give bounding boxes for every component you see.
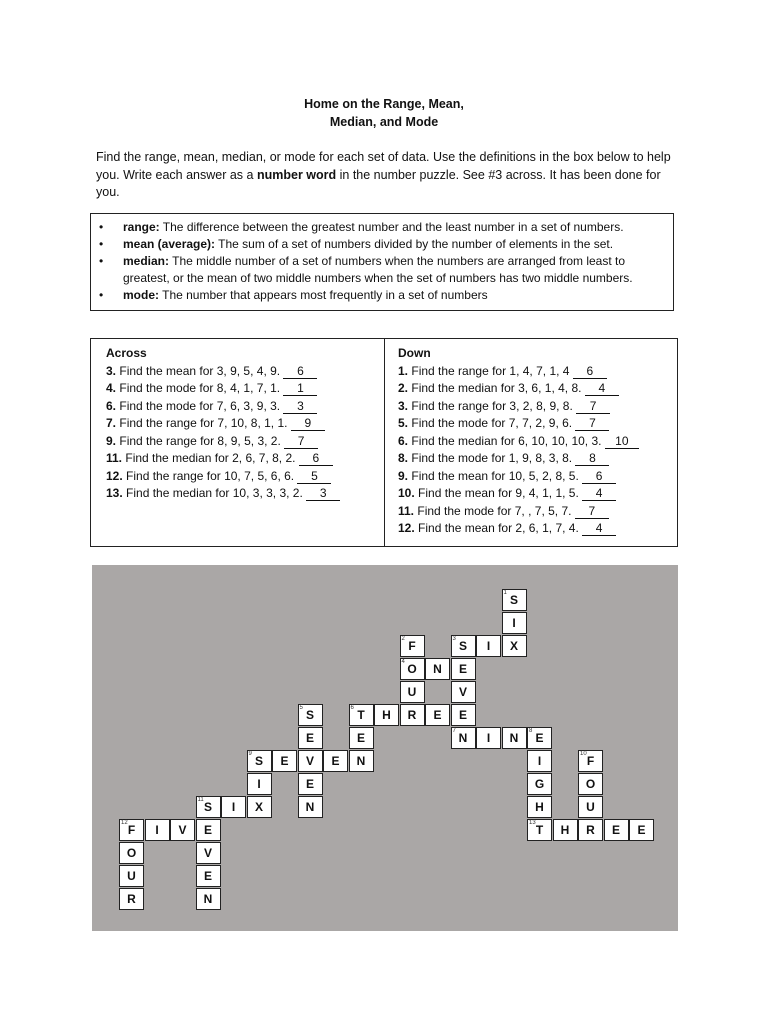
grid-cell[interactable] [196, 842, 221, 864]
clue-text: Find the mean for 3, 9, 5, 4, 9. [119, 363, 281, 378]
grid-cell[interactable] [196, 796, 221, 818]
cell-letter: O [407, 662, 417, 676]
grid-cell[interactable] [349, 727, 374, 749]
clue-answer[interactable]: 9 [291, 416, 325, 431]
definition-term: median: [123, 254, 170, 268]
cell-letter: R [586, 823, 595, 837]
grid-cell[interactable] [425, 658, 450, 680]
down-clue [398, 415, 673, 433]
grid-cell[interactable] [527, 750, 552, 772]
down-clue [398, 485, 673, 503]
definition-range [99, 219, 667, 236]
cell-letter: U [586, 800, 595, 814]
across-clue [106, 398, 376, 416]
cell-number: 4 [401, 659, 405, 665]
across-clue [106, 433, 376, 451]
cell-letter: O [585, 777, 596, 791]
definition-body: The sum of a set of numbers divided by the number of elements in the set. [215, 237, 614, 251]
grid-cell[interactable] [451, 658, 476, 680]
clue-answer[interactable]: 7 [284, 434, 318, 449]
cell-letter: V [305, 754, 314, 768]
clue-answer[interactable]: 7 [576, 399, 610, 414]
grid-cell[interactable] [196, 888, 221, 910]
cell-letter: T [357, 708, 365, 722]
clue-number: 6. [398, 433, 409, 448]
cell-letter: R [127, 892, 136, 906]
bullet: • [99, 220, 104, 234]
grid-cell[interactable] [425, 704, 450, 726]
across-clue [106, 450, 376, 468]
clue-text: Find the median for 6, 10, 10, 10, 3. [411, 433, 602, 448]
title-line-1: Home on the Range, Mean, [304, 97, 464, 111]
grid-cell[interactable] [323, 750, 348, 772]
clue-number: 12. [398, 521, 415, 535]
across-heading: Across [106, 346, 147, 360]
cell-letter: S [254, 754, 263, 768]
cell-letter: N [356, 754, 366, 768]
clue-number: 10. [398, 486, 415, 500]
clue-answer[interactable]: 4 [582, 521, 616, 536]
cell-letter: U [407, 685, 417, 699]
clue-answer[interactable]: 3 [283, 399, 317, 414]
cell-number: 9 [248, 751, 252, 757]
worksheet-title [0, 95, 768, 131]
grid-cell[interactable] [451, 727, 476, 749]
grid-cell[interactable] [629, 819, 654, 841]
grid-cell[interactable] [578, 819, 603, 841]
grid-cell[interactable] [400, 658, 425, 680]
cell-letter: S [203, 800, 212, 814]
clue-number: 11. [398, 503, 415, 518]
clue-text: Find the mean for 2, 6, 1, 7, 4. [418, 521, 579, 535]
grid-cell[interactable] [527, 773, 552, 795]
clue-answer[interactable]: 6 [299, 451, 333, 466]
clue-text: Find the mean for 10, 5, 2, 8, 5. [411, 468, 579, 483]
down-clue [398, 503, 673, 521]
down-clue [398, 433, 673, 451]
definition-body: The number that appears most frequently in a set of numbers [159, 288, 488, 302]
definition-mean [99, 236, 667, 253]
grid-cell[interactable] [502, 589, 527, 611]
clue-number: 3. [106, 363, 117, 378]
cell-letter: X [254, 800, 263, 814]
cell-letter: N [305, 800, 315, 814]
down-clue [398, 398, 673, 416]
definition-body: The difference between the greatest number and the least number in a set of numbers. [159, 220, 624, 234]
clue-number: 7. [106, 416, 117, 430]
title-line-2: Median, and Mode [329, 115, 439, 129]
cell-letter: S [509, 593, 518, 607]
clue-number: 8. [398, 451, 409, 465]
grid-cell[interactable] [349, 750, 374, 772]
clue-answer[interactable]: 10 [605, 434, 639, 449]
across-clue [106, 380, 376, 398]
grid-cell[interactable] [604, 819, 629, 841]
grid-cell[interactable] [502, 727, 527, 749]
cell-letter: V [178, 823, 187, 837]
grid-cell[interactable] [502, 635, 527, 657]
cell-letter: I [486, 639, 491, 653]
down-clue [398, 380, 673, 398]
cell-letter: E [458, 662, 467, 676]
cell-letter: V [458, 685, 467, 699]
clue-answer[interactable]: 6 [582, 469, 616, 484]
definition-term: range: [123, 220, 160, 234]
instructions-part-1: Find the range, mean, median, or mode for each set of data. Use the definitions in the box below to help you. Write each answer as a [96, 150, 671, 182]
grid-cell[interactable] [196, 819, 221, 841]
clue-text: Find the mode for 7, 7, 2, 9, 6. [411, 416, 573, 430]
cell-letter: H [560, 823, 570, 837]
grid-cell[interactable] [502, 612, 527, 634]
clue-text: Find the range for 1, 4, 7, 1, 4 [411, 363, 570, 378]
cell-number: 5 [299, 705, 303, 711]
instructions-emphasis: number word [256, 167, 337, 182]
grid-cell[interactable] [476, 635, 501, 657]
clue-answer[interactable]: 1 [283, 381, 317, 396]
cell-number: 1 [503, 590, 507, 596]
clue-number: 5. [398, 416, 409, 430]
grid-cell[interactable] [400, 681, 425, 703]
clue-answer[interactable]: 7 [575, 416, 609, 431]
cell-letter: E [305, 777, 314, 791]
bullet: • [99, 254, 104, 268]
cell-letter: E [611, 823, 620, 837]
cell-letter: E [433, 708, 442, 722]
grid-cell[interactable] [578, 773, 603, 795]
cell-letter: I [155, 823, 159, 837]
grid-cell[interactable] [196, 865, 221, 887]
down-clue [398, 520, 673, 538]
cell-letter: I [537, 754, 542, 768]
across-clue [106, 415, 376, 433]
down-clue [398, 363, 673, 381]
down-clue [398, 468, 673, 486]
cell-number: 12 [121, 820, 128, 826]
instructions-part-2: in the number puzzle. See #3 across. It has been done for you. [96, 167, 661, 199]
grid-cell[interactable] [247, 796, 272, 818]
down-clues [398, 345, 673, 538]
cell-number: 8 [529, 728, 533, 734]
across-clue [106, 363, 376, 381]
clue-number: 3. [398, 398, 409, 413]
clue-answer[interactable]: 6 [283, 364, 317, 379]
grid-cell[interactable] [527, 727, 552, 749]
clue-text: Find the range for 3, 2, 8, 9, 8. [411, 398, 573, 413]
cell-letter: O [126, 846, 137, 860]
cell-letter: S [305, 708, 314, 722]
grid-cell[interactable] [476, 727, 501, 749]
grid-cell[interactable] [119, 888, 144, 910]
cell-letter: S [458, 639, 467, 653]
cell-letter: E [203, 869, 212, 883]
clue-number: 1. [398, 363, 409, 378]
grid-cell[interactable] [553, 819, 578, 841]
grid-cell[interactable] [298, 773, 323, 795]
definition-text [123, 219, 624, 236]
clue-text: Find the mean for 9, 4, 1, 1, 5. [418, 486, 579, 500]
clue-text: Find the range for 8, 9, 5, 3, 2. [119, 433, 281, 448]
clue-text: Find the mode for 7, 6, 3, 9, 3. [119, 398, 281, 413]
down-heading: Down [398, 346, 431, 360]
definition-text [123, 253, 667, 287]
cell-number: 3 [452, 636, 456, 642]
across-clues [106, 345, 376, 503]
cell-letter: T [535, 823, 544, 837]
grid-cell[interactable] [119, 819, 144, 841]
clue-answer[interactable]: 6 [573, 364, 607, 379]
clue-text: Find the median for 10, 3, 3, 3, 2. [126, 486, 303, 500]
clues-box [90, 338, 678, 547]
grid-cell[interactable] [119, 865, 144, 887]
cell-letter: V [203, 846, 212, 860]
cell-letter: E [356, 731, 365, 745]
crossword-puzzle [92, 565, 678, 931]
cell-letter: E [535, 731, 544, 745]
down-clue [398, 450, 673, 468]
grid-cell[interactable] [221, 796, 246, 818]
clue-number: 4. [106, 381, 117, 395]
definition-mode [99, 287, 667, 304]
cell-letter: F [408, 639, 416, 653]
grid-cell[interactable] [527, 796, 552, 818]
cell-number: 7 [452, 728, 456, 734]
definition-body: The middle number of a set of numbers when the numbers are arranged from least to greatest, or the mean of two middle numbers when the set of numbers has two middle numbers. [123, 254, 633, 285]
cell-number: 2 [401, 636, 405, 642]
cell-number: 6 [350, 705, 354, 711]
grid-cell[interactable] [578, 750, 603, 772]
cell-letter: G [534, 777, 545, 791]
clue-answer[interactable]: 3 [306, 486, 340, 501]
cell-letter: N [458, 731, 468, 745]
grid-cell[interactable] [272, 750, 297, 772]
across-clue [106, 468, 376, 486]
cell-letter: R [407, 708, 417, 722]
grid-cell[interactable] [298, 727, 323, 749]
grid-cell[interactable] [400, 704, 425, 726]
grid-cell[interactable] [298, 796, 323, 818]
clues-divider [384, 339, 385, 546]
definition-text [123, 287, 488, 304]
definition-term: mode: [123, 288, 159, 302]
cell-letter: E [331, 754, 340, 768]
grid-cell[interactable] [170, 819, 195, 841]
clue-text: Find the median for 3, 6, 1, 4, 8. [411, 381, 582, 395]
clue-text: Find the median for 2, 6, 7, 8, 2. [125, 451, 296, 465]
cell-letter: I [512, 616, 516, 630]
grid-cell[interactable] [145, 819, 170, 841]
cell-letter: N [433, 662, 442, 676]
cell-letter: E [458, 708, 467, 722]
cell-letter: H [382, 708, 391, 722]
cell-letter: I [257, 777, 261, 791]
grid-cell[interactable] [400, 635, 425, 657]
clue-number: 11. [106, 451, 123, 465]
grid-cell[interactable] [374, 704, 399, 726]
definition-text [123, 236, 613, 253]
clue-number: 9. [398, 468, 409, 483]
cell-letter: I [486, 731, 491, 745]
grid-cell[interactable] [578, 796, 603, 818]
grid-cell[interactable] [247, 750, 272, 772]
cell-letter: X [509, 639, 518, 653]
clue-answer[interactable]: 5 [297, 469, 331, 484]
grid-cell[interactable] [298, 704, 323, 726]
cell-number: 11 [197, 797, 204, 803]
definition-median [99, 253, 667, 287]
cell-letter: F [127, 823, 136, 837]
cell-letter: N [203, 892, 213, 906]
clue-number: 12. [106, 468, 123, 483]
clue-answer[interactable]: 4 [582, 486, 616, 501]
grid-cell[interactable] [119, 842, 144, 864]
clue-number: 2. [398, 381, 409, 395]
cell-letter: E [637, 823, 646, 837]
clue-text: Find the mode for 1, 9, 8, 3, 8. [411, 451, 573, 465]
grid-cell[interactable] [247, 773, 272, 795]
clue-answer[interactable]: 8 [575, 451, 609, 466]
bullet: • [99, 237, 104, 251]
across-clue [106, 485, 376, 503]
definitions-box [90, 213, 674, 311]
clue-text: Find the range for 7, 10, 8, 1, 1. [119, 416, 288, 430]
cell-letter: E [305, 731, 314, 745]
cell-letter: I [231, 800, 236, 814]
clue-text: Find the mode for 7, , 7, 5, 7. [417, 503, 572, 518]
clue-number: 6. [106, 398, 117, 413]
clue-number: 9. [106, 433, 117, 448]
clue-text: Find the range for 10, 7, 5, 6, 6. [126, 468, 295, 483]
cell-letter: E [203, 823, 212, 837]
cell-letter: E [280, 754, 289, 768]
grid-cell[interactable] [527, 819, 552, 841]
cell-letter: U [127, 869, 136, 883]
clue-text: Find the mode for 8, 4, 1, 7, 1. [119, 381, 281, 395]
definition-term: mean (average): [123, 237, 216, 251]
bullet: • [99, 288, 104, 302]
cell-number: 13 [529, 820, 536, 826]
clue-number: 13. [106, 486, 123, 500]
cell-number: 10 [580, 751, 587, 757]
grid-cell[interactable] [451, 635, 476, 657]
cell-letter: F [586, 754, 595, 768]
grid-cell[interactable] [349, 704, 374, 726]
cell-letter: H [535, 800, 544, 814]
cell-letter: N [509, 731, 519, 745]
grid-cell[interactable] [298, 750, 323, 772]
clue-answer[interactable]: 7 [575, 504, 609, 519]
instructions [96, 149, 676, 202]
grid-cell[interactable] [451, 681, 476, 703]
grid-cell[interactable] [451, 704, 476, 726]
clue-answer[interactable]: 4 [585, 381, 619, 396]
